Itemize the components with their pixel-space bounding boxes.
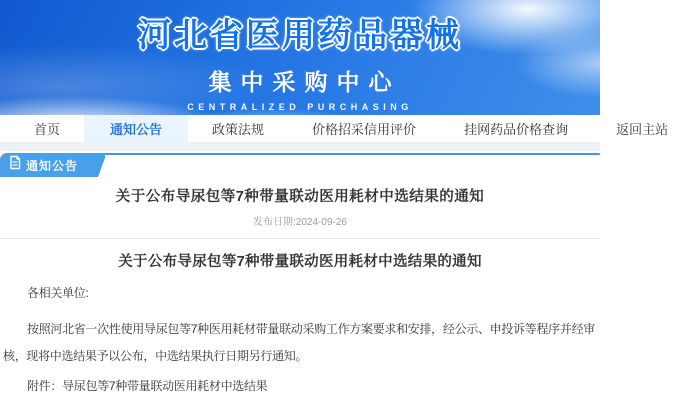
page-title: 关于公布导尿包等7种带量联动医用耗材中选结果的通知 bbox=[115, 189, 485, 205]
site-subtitle: 集中采购中心 bbox=[208, 68, 401, 95]
nav-item-price-credit-evaluation[interactable] bbox=[288, 115, 440, 142]
article-paragraph: 按照河北省一次性使用导尿包等7种医用耗材带量联动采购工作方案要求和安排，经公示、申投诉等程序并经审核，现将中选结果予以公布，中选结果执行日期另行通知。 bbox=[3, 322, 595, 363]
document-icon bbox=[9, 156, 21, 174]
breadcrumb-tab-notices[interactable] bbox=[0, 153, 98, 177]
nav-item-label: 价格招采信用评价 bbox=[312, 121, 417, 137]
content-area bbox=[0, 151, 600, 400]
nav-item-label: 通知公告 bbox=[110, 121, 163, 137]
nav-item-return-main-site[interactable] bbox=[592, 115, 692, 142]
nav-item-label: 首页 bbox=[34, 121, 61, 137]
article-header bbox=[0, 177, 600, 239]
site-banner bbox=[0, 0, 600, 115]
publish-date: 发布日期:2024-09-26 bbox=[253, 217, 347, 228]
nav-item-listed-drug-price-query[interactable] bbox=[440, 115, 592, 142]
nav-item-label: 返回主站 bbox=[616, 121, 669, 137]
nav-item-label: 挂网药品价格查询 bbox=[464, 121, 569, 137]
article-attachment: 附件：导尿包等7种带量联动医用耗材中选结果 bbox=[27, 379, 268, 393]
article-body bbox=[0, 250, 600, 400]
nav-item-home[interactable] bbox=[10, 115, 84, 142]
article-salutation: 各相关单位: bbox=[27, 286, 89, 300]
main-nav bbox=[0, 115, 669, 142]
section-divider-strip bbox=[0, 142, 600, 151]
breadcrumb-label: 通知公告 bbox=[26, 158, 79, 173]
article-title: 关于公布导尿包等7种带量联动医用耗材中选结果的通知 bbox=[118, 254, 482, 270]
site-subtitle-english: CENTRALIZED PURCHASING bbox=[187, 101, 413, 112]
nav-item-notices[interactable] bbox=[84, 115, 188, 142]
breadcrumb bbox=[0, 151, 600, 177]
nav-item-label: 政策法规 bbox=[212, 121, 265, 137]
breadcrumb-accent-line bbox=[58, 153, 600, 155]
site-title: 河北省医用药品器械 bbox=[138, 15, 462, 53]
nav-item-policies[interactable] bbox=[188, 115, 288, 142]
